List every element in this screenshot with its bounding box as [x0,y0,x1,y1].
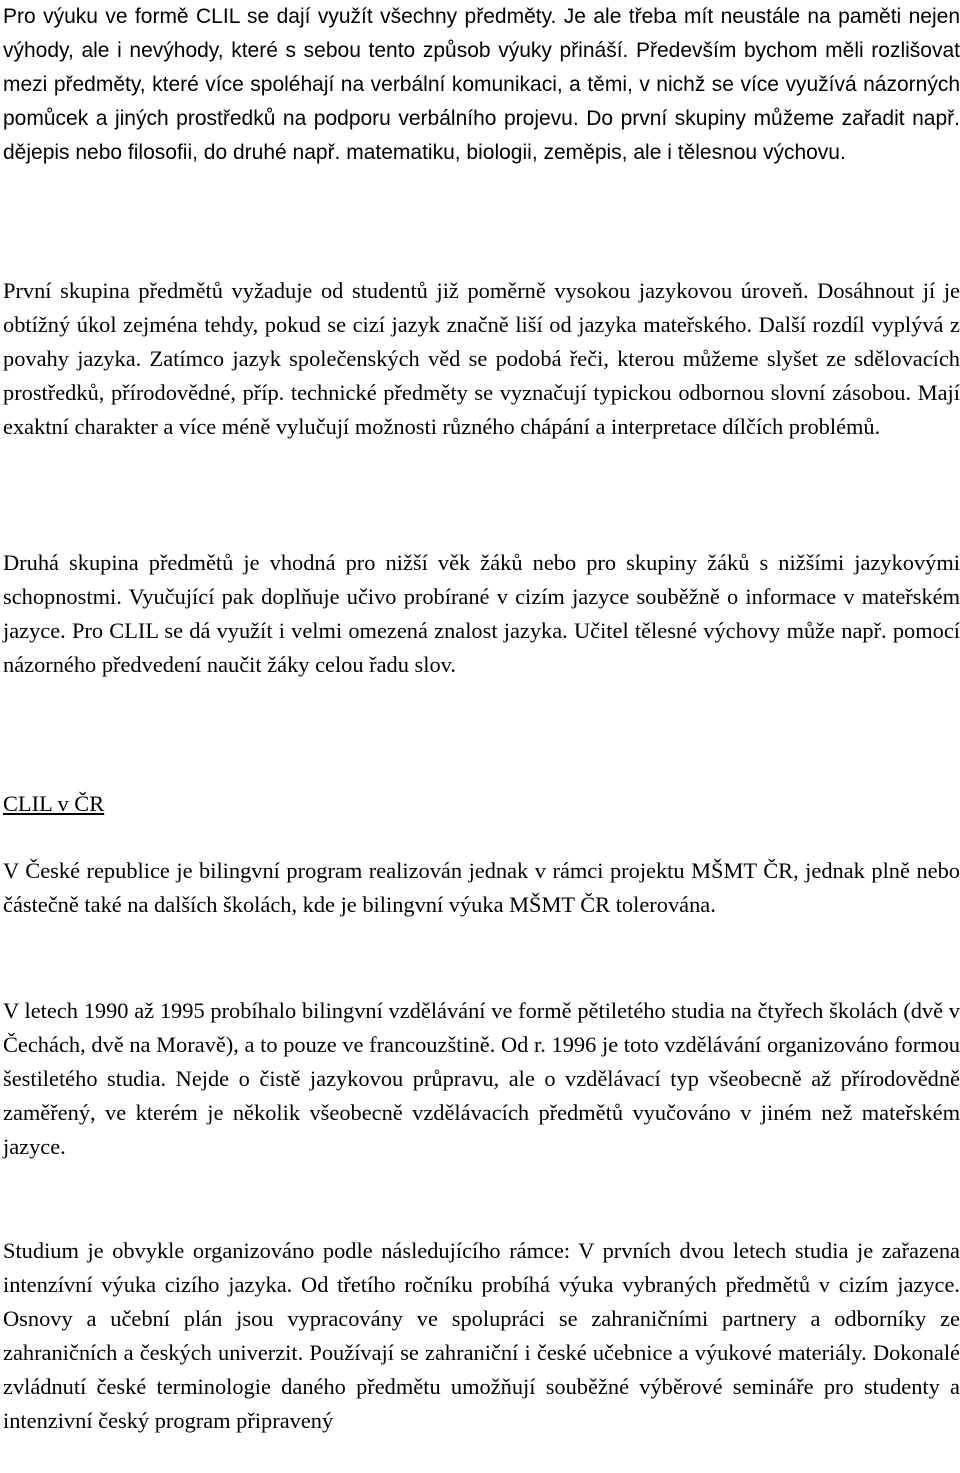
paragraph-study-framework: Studium je obvykle organizováno podle následujícího rámce: V prvních dvou letech studia je zařazena intenzívní výuka cizího jazyka. Od třetího ročníku probíhá výuka vybraných předmětů v cizím jazyce. Osnovy a učební plán jsou vypracovány ve spolupráci se zahraničními partnery a odborníky ze zahraničních a českých univerzit. Používají se zahraniční i české učebnice a výukové materiály. Dokonalé zvládnutí české terminologie daného předmětu umožňují souběžné výběrové semináře pro studenty a intenzivní český program připravený [3,1238,960,1433]
paragraph-history: V letech 1990 až 1995 probíhalo bilingvní vzdělávání ve formě pětiletého studia na čtyřech školách (dvě v Čechách, dvě na Moravě), a to pouze ve francouzštině. Od r. 1996 je toto vzdělávání organizováno formou šestiletého studia. Nejde o čistě jazykovou průpravu, ale o vzdělávací typ všeobecně až přírodovědně zaměřený, ve kterém je několik všeobecně vzdělávacích předmětů vyučováno v jiném než mateřském jazyce. [3,998,960,1159]
paragraph-subjects-overview: Pro výuku ve formě CLIL se dají využít všechny předměty. Je ale třeba mít neustále na paměti nejen výhody, ale i nevýhody, které s sebou tento způsob výuky přináší. Především bychom měli rozlišovat mezi předměty, které více spoléhají na verbální komunikaci, a těmi, v nichž se více využívá názorných pomůcek a jiných prostředků na podporu verbálního projevu. Do první skupiny můžeme zařadit např. dějepis nebo filosofii, do druhé např. matematiku, biologii, zeměpis, ale i tělesnou výchovu. [3,5,960,164]
paragraph-first-group: První skupina předmětů vyžaduje od studentů již poměrně vysokou jazykovou úroveň. Dosáhnout jí je obtížný úkol zejména tehdy, pokud se cizí jazyk značně liší od jazyka mateřského. Další rozdíl vyplývá z povahy jazyka. Zatímco jazyk společenských věd se podobá řeči, kterou můžeme slyšet ze sdělovacích prostředků, přírodovědné, příp. technické předměty se vyznačují typickou odbornou slovní zásobou. Mají exaktní charakter a více méně vylučují možnosti různého chápání a interpretace dílčích problémů. [3,278,960,439]
section-heading-clil-cr: CLIL v ČR [3,791,105,816]
paragraph-czech-republic: V České republice je bilingvní program realizován jednak v rámci projektu MŠMT ČR, jednak plně nebo částečně také na dalších školách, kde je bilingvní výuka MŠMT ČR tolerována. [3,858,960,917]
paragraph-second-group: Druhá skupina předmětů je vhodná pro nižší věk žáků nebo pro skupiny žáků s nižšími jazykovými schopnostmi. Vyučující pak doplňuje učivo probírané v cizím jazyce souběžně o informace v mateřském jazyce. Pro CLIL se dá využít i velmi omezená znalost jazyka. Učitel tělesné výchovy může např. pomocí názorného předvedení naučit žáky celou řadu slov. [3,550,960,677]
